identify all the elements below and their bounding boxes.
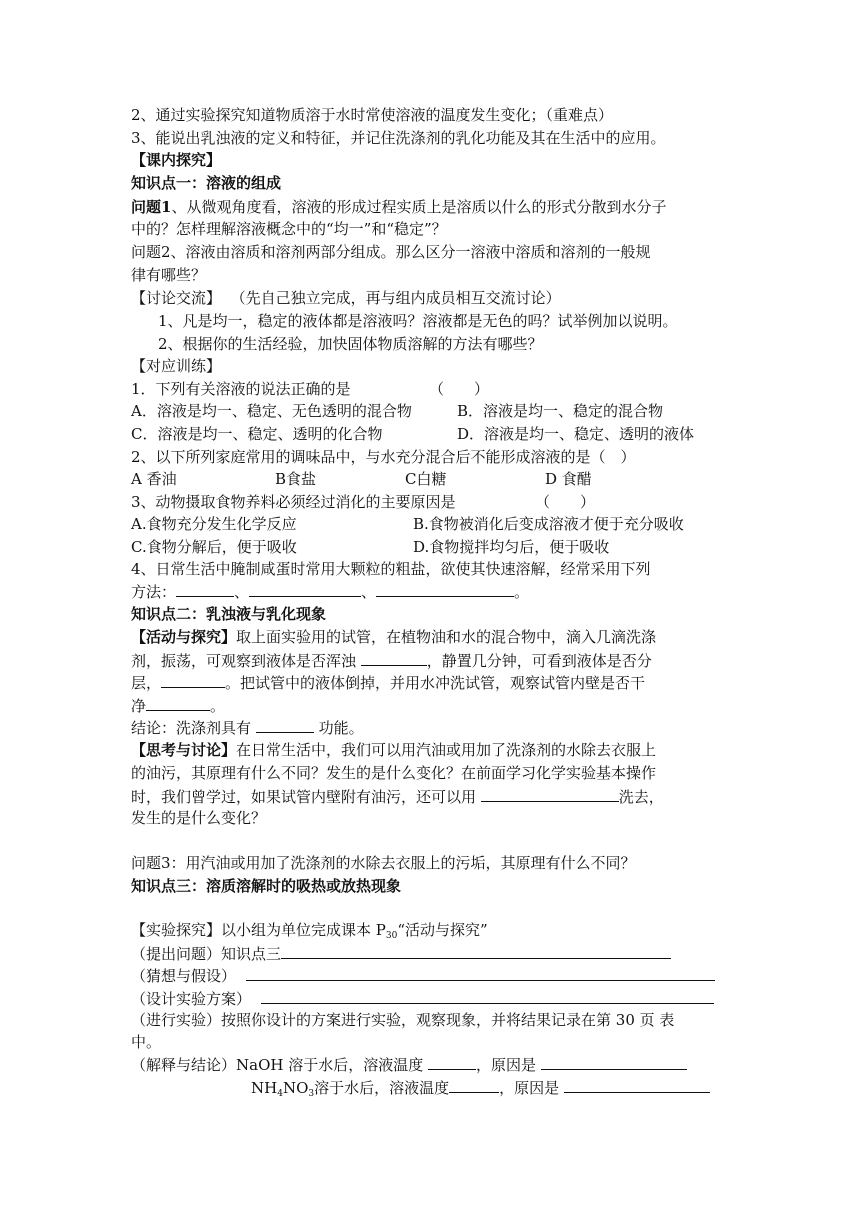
- conclusion-text: 结论：洗涤剂具有: [131, 719, 252, 737]
- step-design: [131, 987, 714, 1010]
- activity-text: 层，: [131, 674, 162, 692]
- answer-blank[interactable]: [449, 1076, 499, 1093]
- answer-blank[interactable]: [428, 1053, 476, 1070]
- think-text: 洗去，: [618, 788, 664, 806]
- answer-blank[interactable]: [481, 785, 619, 802]
- kp2-title: 知识点二：乳浊液与乳化现象: [131, 605, 327, 623]
- step-label: （设计实验方案）: [131, 990, 252, 1008]
- period: 。: [514, 583, 530, 601]
- think-text: 时，我们曾学过，如果试管内壁附有油污，还可以用: [131, 788, 477, 806]
- question-2-line1: 问题2、溶液由溶质和溶剂两部分组成。那么区分一溶液中溶质和溶剂的一般规: [131, 243, 651, 261]
- answer-blank[interactable]: [541, 1053, 687, 1070]
- training-3-option-b: B.食物被消化后变成溶液才便于充分吸收: [413, 515, 684, 533]
- training-4-label: 方法：: [131, 583, 177, 601]
- discuss-note: （先自己独立完成，再与组内成员相互交流讨论）: [230, 289, 561, 307]
- step-text: 知识点三: [221, 945, 282, 963]
- formula-subscript: 3: [308, 1089, 315, 1099]
- training-2-option-d: D 食醋: [545, 470, 592, 488]
- objective-3: 3、能说出乳浊液的定义和特征，并记住洗涤剂的乳化功能及其在生活中的应用。: [131, 129, 666, 147]
- training-1-stem: 1．下列有关溶液的说法正确的是: [131, 380, 351, 398]
- answer-blank[interactable]: [281, 942, 671, 959]
- question-1-line1: [131, 196, 666, 218]
- step-label: （提出问题）: [131, 945, 222, 963]
- training-2-option-c: C白糖: [405, 470, 447, 488]
- discuss-item-2: 2、根据你的生活经验，加快固体物质溶解的方法有哪些？: [158, 335, 543, 353]
- discuss-item-1: 1、凡是均一，稳定的液体都是溶液吗？溶液都是无色的吗？试举例加以说明。: [158, 312, 678, 330]
- section-heading: 【课内探究】: [131, 151, 222, 169]
- discuss-label: 【讨论交流】: [131, 289, 222, 307]
- training-1-option-d: D．溶液是均一、稳定、透明的液体: [457, 425, 695, 443]
- training-3-option-c: C.食物分解后，便于吸收: [131, 538, 297, 556]
- activity-text: 取上面实验用的试管，在植物油和水的混合物中，滴入几滴洗涤: [236, 628, 657, 646]
- answer-blank[interactable]: [249, 580, 361, 597]
- discuss-heading: [131, 287, 561, 309]
- training-1-answer-paren: （ ）: [429, 380, 490, 398]
- activity-text: ，静置几分钟，可看到液体是否分: [426, 652, 652, 670]
- activity-text: 净: [131, 697, 147, 715]
- activity-line4: [131, 694, 225, 717]
- step-label: （猜想与假设）: [131, 967, 237, 985]
- training-1-option-b: B．溶液是均一、稳定的混合物: [457, 402, 664, 420]
- naoh-text: ，原因是: [476, 1056, 537, 1074]
- experiment-line: [131, 919, 488, 944]
- training-2-option-b: B食盐: [275, 470, 317, 488]
- question-3: 问题3：用汽油或用加了洗涤剂的水除去衣服上的污垢，其原理有什么不同？: [131, 854, 636, 872]
- activity-text: 剂，振荡，可观察到液体是否浑浊: [131, 652, 357, 670]
- nh4no3-text: ，原因是: [499, 1079, 560, 1097]
- step-label: （解释与结论）: [131, 1056, 237, 1074]
- separator: 、: [234, 583, 250, 601]
- think-text: 在日常生活中，我们可以用汽油或用加了洗涤剂的水除去衣服上: [236, 741, 657, 759]
- think-line2: 的油污，其原理有什么不同？发生的是什么变化？在前面学习化学实验基本操作: [131, 764, 657, 782]
- step-conclusion-naoh: [131, 1053, 687, 1076]
- training-3-option-a: A.食物充分发生化学反应: [131, 515, 297, 533]
- training-4-line2: [131, 580, 529, 603]
- step-conclusion-nh4no3: [251, 1076, 710, 1102]
- think-label: 【思考与讨论】: [131, 741, 237, 759]
- formula-part: NH: [251, 1079, 278, 1097]
- experiment-label: 【实验探究】: [131, 921, 222, 939]
- think-line1: [131, 739, 656, 761]
- answer-blank[interactable]: [256, 716, 314, 733]
- separator: 、: [361, 583, 377, 601]
- activity-text: 。把试管中的液体倒掉，并用水冲洗试管，观察试管内壁是否干: [225, 674, 646, 692]
- training-1-option-a: A．溶液是均一、稳定、无色透明的混合物: [131, 402, 412, 420]
- formula-part: NO: [282, 1079, 309, 1097]
- answer-blank[interactable]: [146, 694, 210, 711]
- conclusion-line: [131, 716, 364, 739]
- conclusion-text: 功能。: [318, 719, 364, 737]
- step-experiment-line1: （进行实验）按照你设计的方案进行实验，观察现象，并将结果记录在第 30 页 表: [131, 1011, 675, 1029]
- step-question: [131, 942, 671, 965]
- step-hypothesis: [131, 964, 715, 987]
- objective-2: 2、通过实验探究知道物质溶于水时常使溶液的温度发生变化；（重难点）: [131, 106, 614, 124]
- training-heading: 【对应训练】: [131, 357, 222, 375]
- training-3-answer-paren: （ ）: [535, 493, 596, 511]
- experiment-text: 以小组为单位完成课本 P: [221, 921, 386, 939]
- answer-blank[interactable]: [161, 671, 225, 688]
- question-2-line2: 律有哪些？: [131, 266, 207, 284]
- page-subscript: 30: [385, 931, 398, 941]
- question-1-line2: 中的？怎样理解溶液概念中的“均一”和“稳定”？: [131, 220, 447, 238]
- question-1-text: 、从微观角度看，溶液的形成过程实质上是溶质以什么的形式分散到水分子: [171, 198, 667, 216]
- step-experiment-line2: 中。: [131, 1033, 162, 1051]
- experiment-text: “活动与探究”: [397, 921, 488, 939]
- answer-blank[interactable]: [361, 649, 427, 666]
- period: 。: [210, 697, 226, 715]
- answer-blank[interactable]: [246, 964, 715, 981]
- nh4no3-text: 溶于水后，溶液温度: [314, 1079, 450, 1097]
- question-1-label: 问题1: [131, 198, 172, 216]
- kp3-title: 知识点三：溶质溶解时的吸热或放热现象: [131, 877, 402, 895]
- activity-label: 【活动与探究】: [131, 628, 237, 646]
- formula-subscript: 4: [277, 1089, 283, 1099]
- naoh-text: NaOH 溶于水后，溶液温度: [236, 1056, 424, 1074]
- training-4-line1: 4、日常生活中腌制咸蛋时常用大颗粒的粗盐，欲使其快速溶解，经常采用下列: [131, 560, 651, 578]
- kp1-title: 知识点一：溶液的组成: [131, 174, 282, 192]
- training-2-option-a: A 香油: [131, 470, 177, 488]
- answer-blank[interactable]: [261, 987, 714, 1004]
- training-3-option-d: D.食物搅拌均匀后，便于吸收: [413, 538, 610, 556]
- training-3-stem: 3、动物摄取食物养料必须经过消化的主要原因是: [131, 493, 456, 511]
- activity-line2: [131, 649, 652, 672]
- activity-line1: [131, 626, 656, 648]
- think-line3: [131, 785, 664, 808]
- answer-blank[interactable]: [376, 580, 514, 597]
- activity-line3: [131, 671, 645, 694]
- think-line4: 发生的是什么变化？: [131, 809, 267, 827]
- answer-blank[interactable]: [564, 1076, 710, 1093]
- training-1-option-c: C．溶液是均一、稳定、透明的化合物: [131, 425, 383, 443]
- answer-blank[interactable]: [176, 580, 234, 597]
- training-2-stem: 2、以下所列家庭常用的调味品中，与水充分混合后不能形成溶液的是（ ）: [131, 448, 636, 466]
